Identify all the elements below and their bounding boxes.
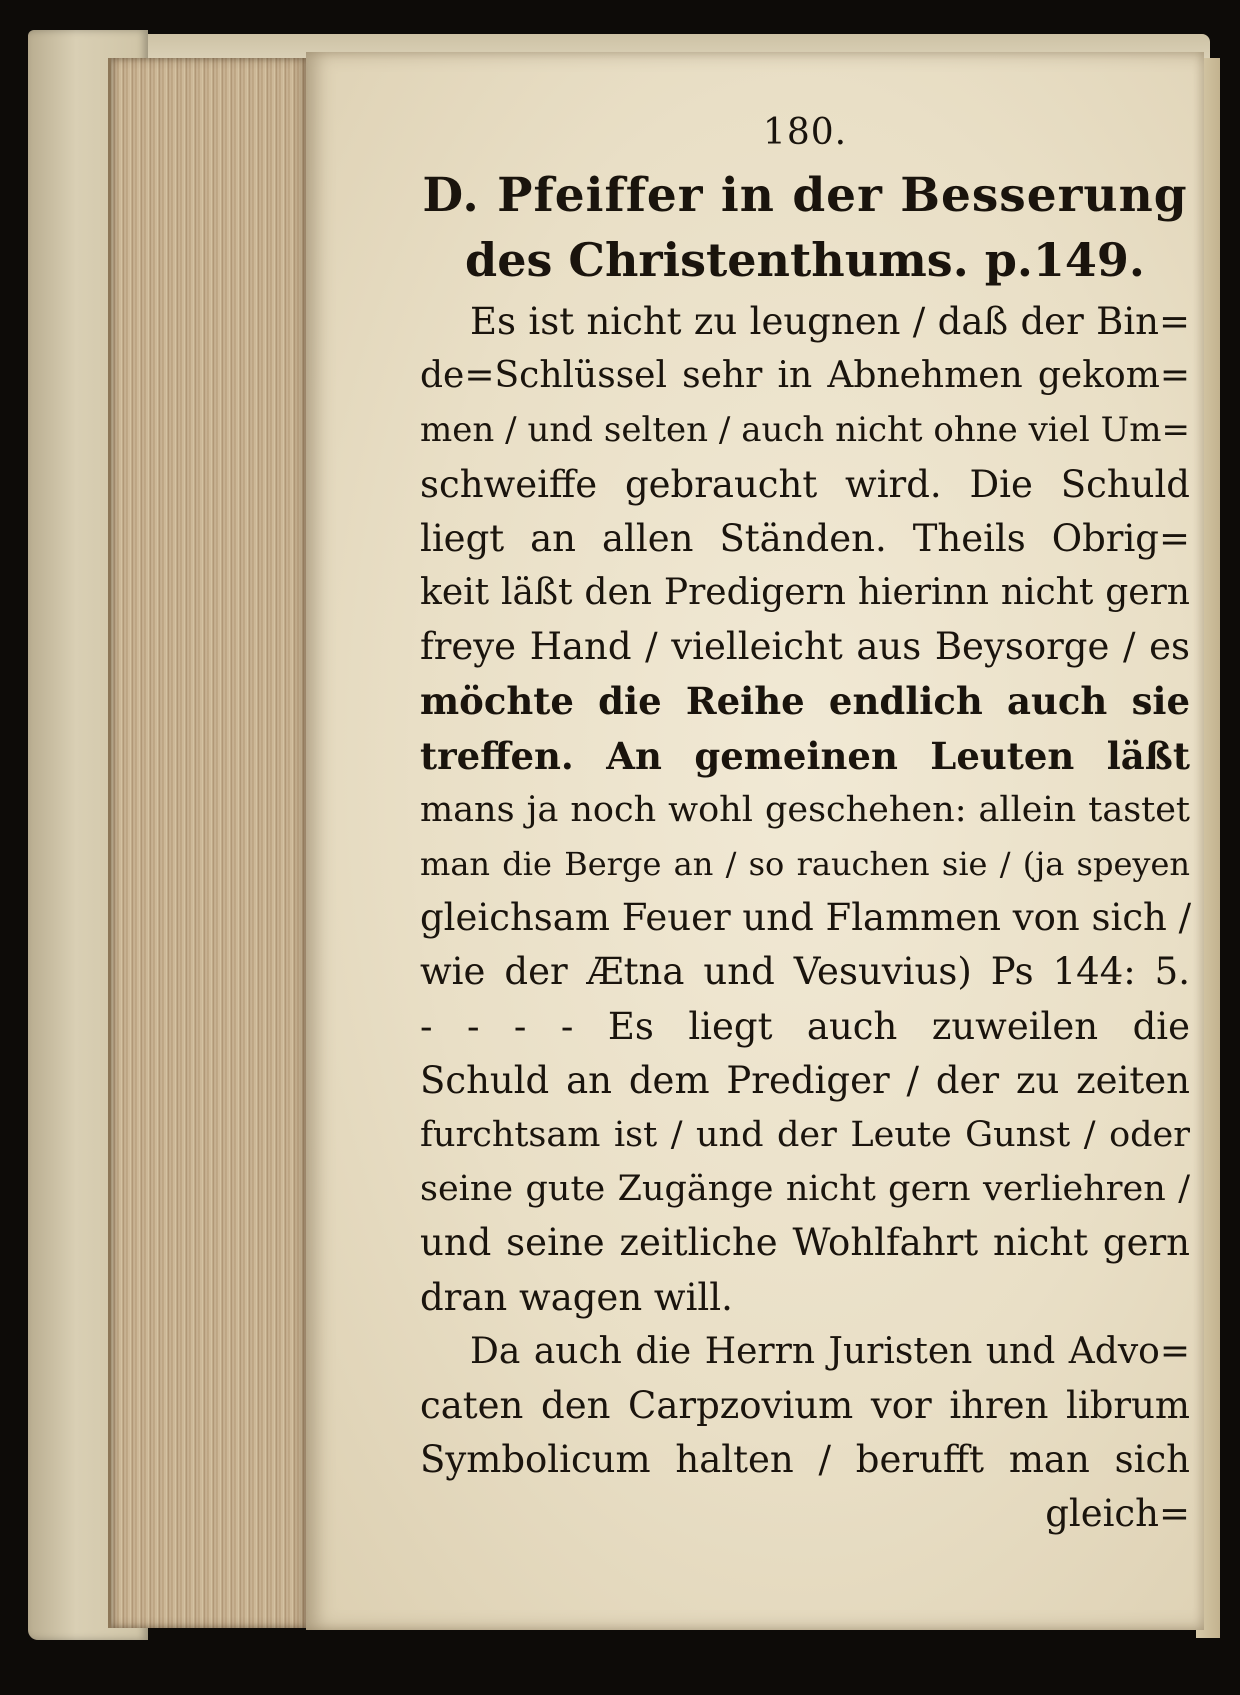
text-line: freye Hand / vielleicht aus Beysorge / es — [420, 625, 1190, 669]
text-line: Symbolicum halten / berufft man sich — [420, 1438, 1190, 1482]
text-line: liegt an allen Ständen. Theils Obrig= — [420, 516, 1190, 560]
text-line: schweiffe gebraucht wird. Die Schuld — [420, 462, 1190, 506]
book-page — [306, 52, 1204, 1630]
catchword: gleich= — [1045, 1492, 1190, 1536]
text-line: Es ist nicht zu leugnen / daß der Bin= — [470, 300, 1190, 343]
text-line: man die Berge an / so rauchen sie / (ja speyen — [420, 845, 1190, 884]
text-line: Schuld an dem Prediger / der zu zeiten — [420, 1058, 1190, 1102]
text-line: möchte die Reihe endlich auch sie — [420, 679, 1190, 724]
text-line: mans ja noch wohl geschehen: allein tastet — [420, 789, 1190, 830]
text-line: wie der Ætna und Vesuvius) Ps 144: 5. — [420, 950, 1190, 994]
text-line: seine gute Zugänge nicht gern verliehren / — [420, 1169, 1190, 1210]
text-line: - - - - Es liegt auch zuweilen die — [420, 1004, 1190, 1048]
page-edges — [108, 58, 309, 1628]
text-line: caten den Carpzovium vor ihren librum — [420, 1384, 1190, 1428]
text-line: keit läßt den Predigern hierinn nicht gern — [420, 572, 1190, 614]
text-line: treffen. An gemeinen Leuten läßt — [420, 733, 1190, 778]
heading: D. Pfeiffer in der Besserung — [422, 168, 1188, 223]
text-line: gleichsam Feuer und Flammen von sich / — [420, 896, 1192, 940]
text-line: dran wagen will. — [420, 1275, 733, 1319]
text-line: furchtsam ist / und der Leute Gunst / oder — [420, 1115, 1190, 1156]
page-number: 180. — [762, 112, 848, 153]
subheading: des Christenthums. p.149. — [465, 233, 1145, 287]
paragraph-1 — [420, 295, 1190, 1325]
page-text — [420, 112, 1190, 1542]
text-line: de=Schlüssel sehr in Abnehmen gekom= — [420, 355, 1190, 397]
paragraph-2 — [420, 1325, 1190, 1488]
text-line: Da auch die Herrn Juristen und Advo= — [470, 1330, 1190, 1372]
text-line: und seine zeitliche Wohlfahrt nicht gern — [420, 1221, 1190, 1265]
text-line: men / und selten / auch nicht ohne viel Um= — [420, 410, 1190, 451]
